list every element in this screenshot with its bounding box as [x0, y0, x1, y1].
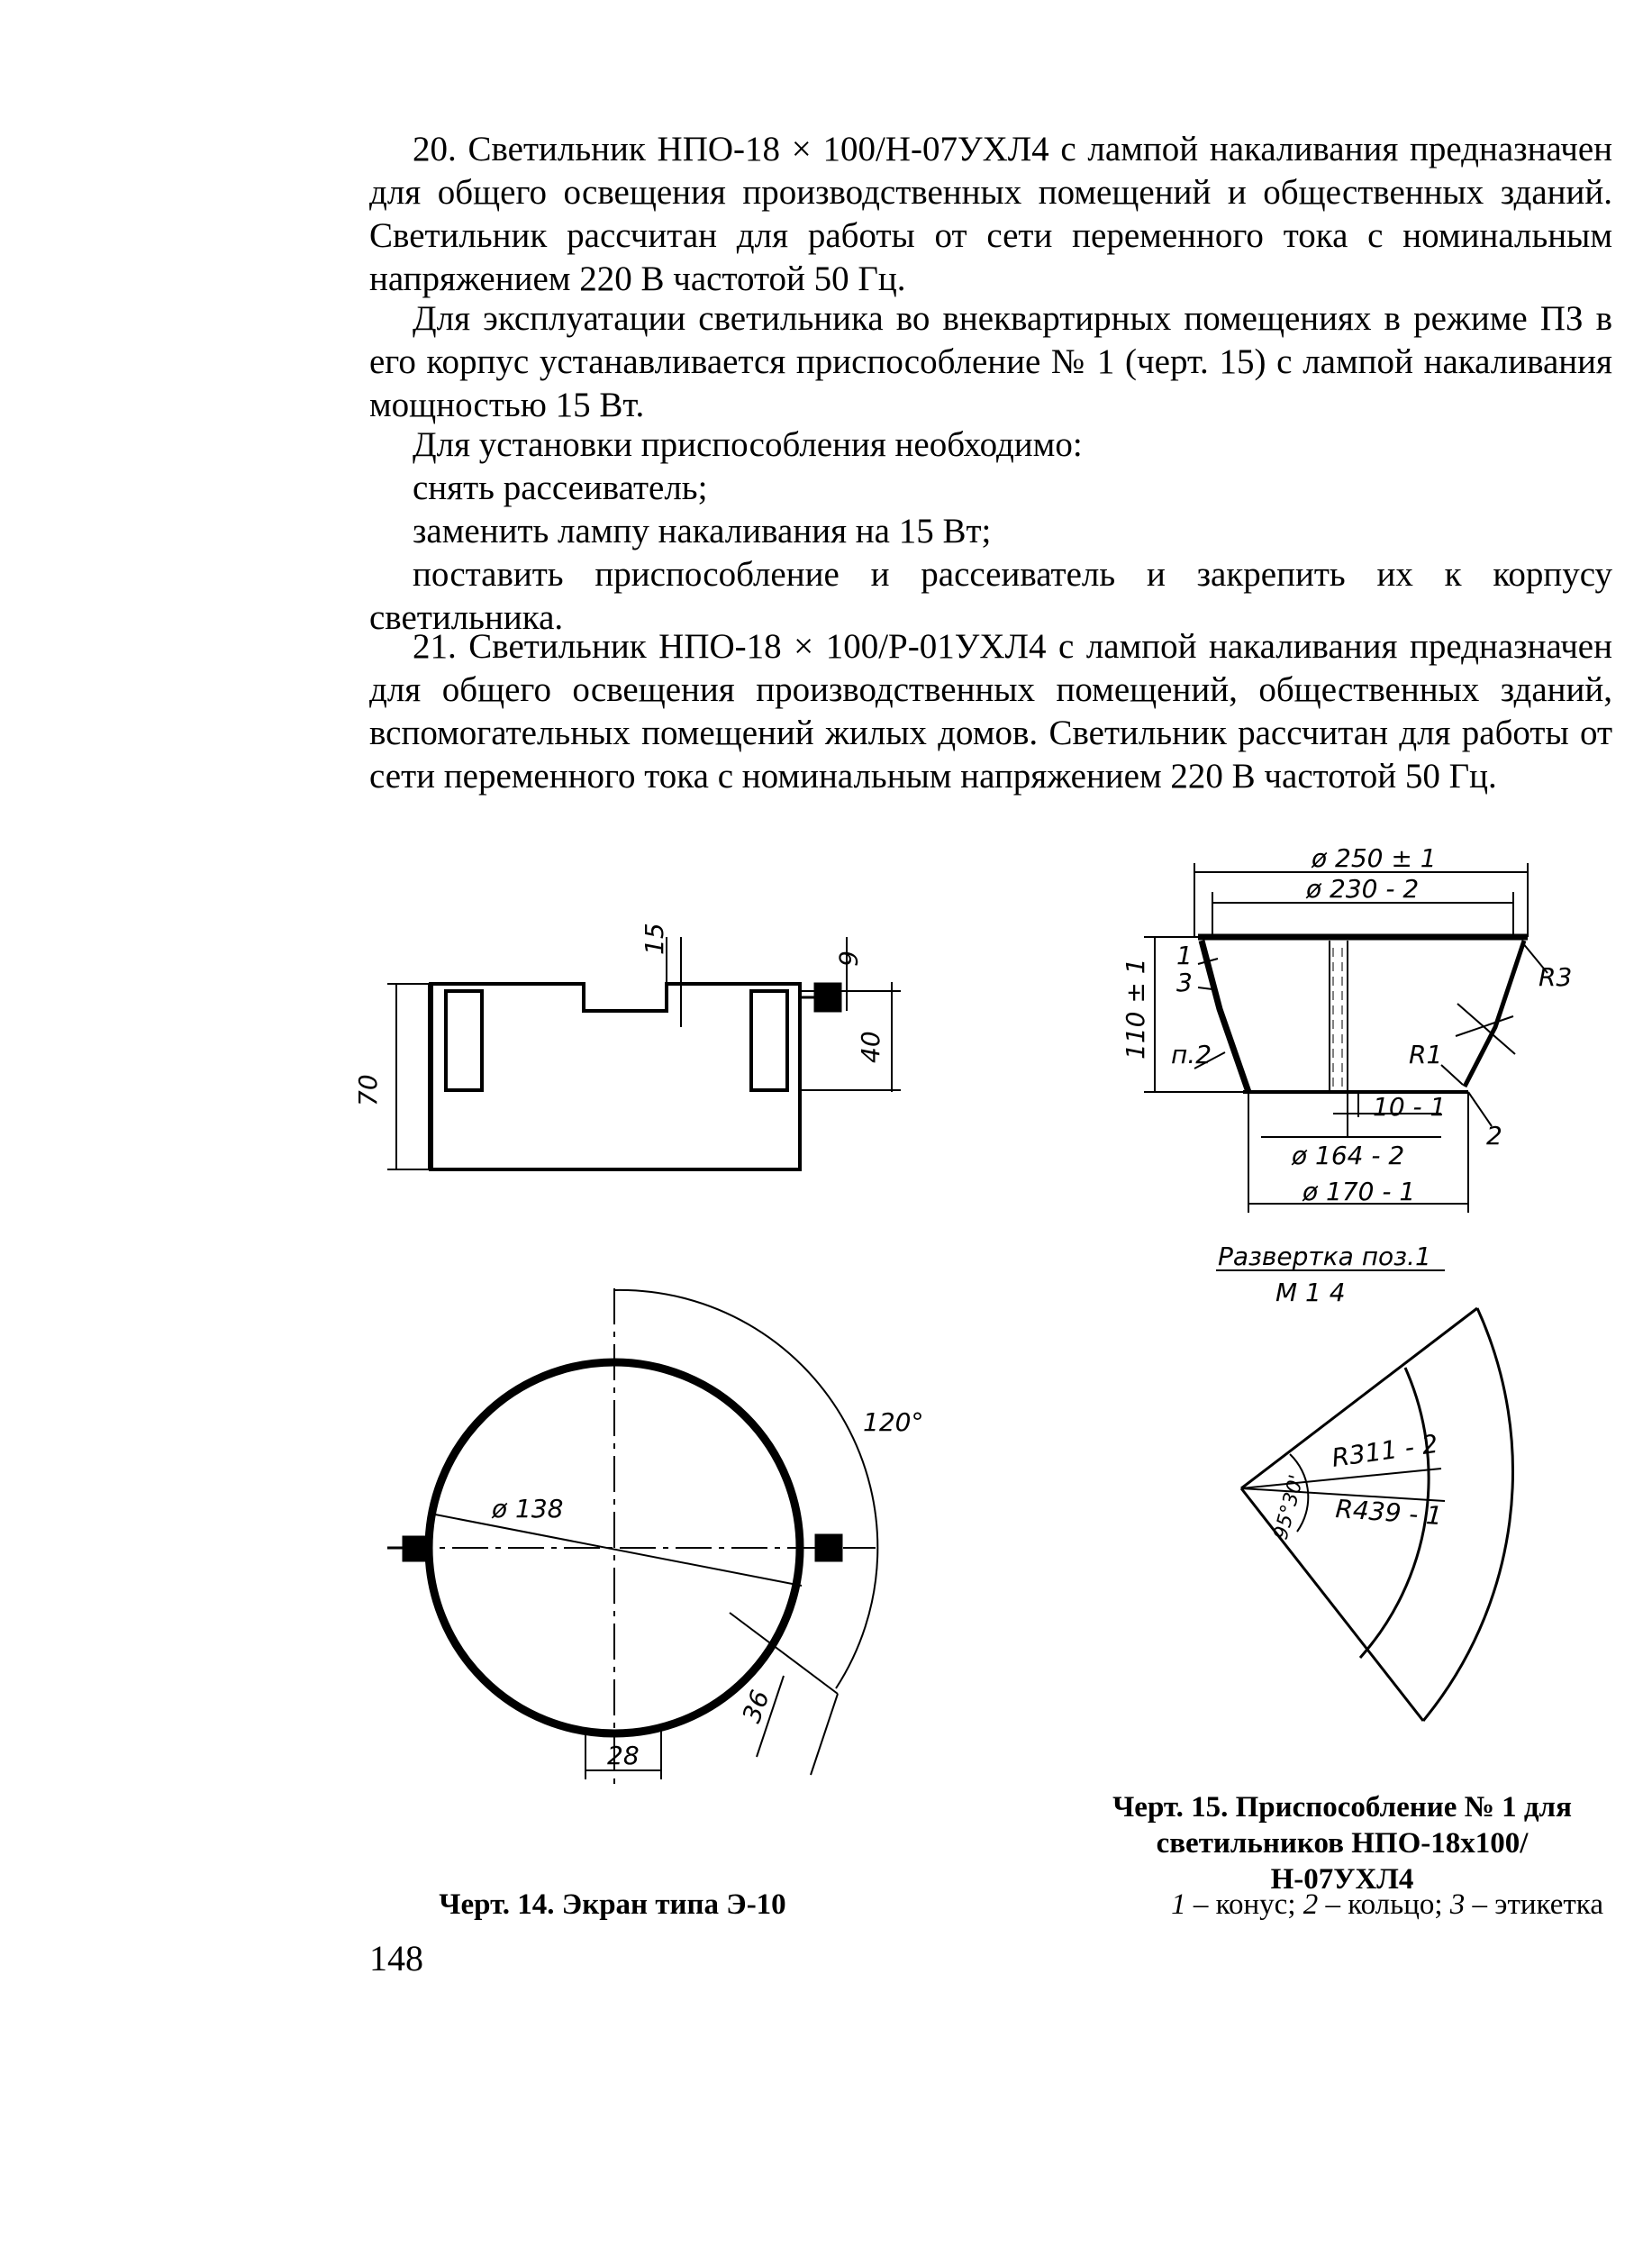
paragraph-install-intro: Для установки приспособления необходимо:	[413, 425, 1083, 464]
install-step-1: снять рассеиватель;	[413, 468, 708, 507]
fig14-dim-6: 6	[833, 951, 863, 967]
fig15-dim-r3: R3	[1539, 962, 1573, 992]
fig15-dim-dia170: ø 170 - 1	[1303, 1177, 1416, 1206]
legend-text-3: – этикетка	[1465, 1888, 1603, 1921]
legend-text-2: – кольцо;	[1318, 1888, 1450, 1921]
fig14-dim-dia138: ø 138	[492, 1494, 564, 1524]
fig15-development-title: Развертка поз.1	[1218, 1242, 1431, 1271]
legend-num-2: 2	[1303, 1888, 1319, 1921]
fig15-dim-110: 110 ± 1	[1121, 958, 1150, 1060]
fig14-dim-120deg: 120°	[863, 1407, 924, 1437]
page-number: 148	[369, 1938, 423, 1979]
legend-text-1: – конус;	[1185, 1888, 1303, 1921]
fig15-label-1: 1	[1176, 941, 1193, 970]
fig15-dim-dia164: ø 164 - 2	[1292, 1141, 1405, 1170]
legend-num-1: 1	[1171, 1888, 1186, 1921]
fig15-dim-angle: 95°30'	[1269, 1472, 1309, 1542]
fig15-dim-r311: R311 - 2	[1330, 1428, 1440, 1473]
paragraph-pz-mode: Для эксплуатации светильника во внеквартирных помещениях в режиме ПЗ в его корпус устанавливается приспособление № 1 (черт. 15) с лампой накаливания мощностью 15 Вт.	[369, 299, 1612, 424]
paragraph-20: 20. Светильник НПО-18 × 100/Н-07УХЛ4 с лампой накаливания предназначен для общего освещения производственных помещений и общественных зданий. Светильник рассчитан для работы от сети переменного тока с номинальным напряжением 220 В частотой 50 Гц.	[369, 130, 1612, 298]
fig14-dim-40: 40	[856, 1031, 885, 1063]
fig15-legend	[1081, 1887, 1603, 1923]
fig14-caption: Черт. 14. Экран типа Э-10	[439, 1888, 786, 1921]
legend-num-3: 3	[1449, 1888, 1466, 1921]
fig15-dim-dia230: ø 230 - 2	[1306, 874, 1420, 904]
fig15-label-p2: п.2	[1171, 1040, 1212, 1069]
fig14-dim-70: 70	[353, 1074, 383, 1106]
install-step-3: поставить приспособление и рассеиватель и закрепить их к корпусу светильника.	[369, 555, 1612, 637]
fig14-dim-28: 28	[607, 1741, 640, 1770]
fig15-dim-r439: R439 - 1	[1334, 1494, 1444, 1532]
paragraph-21: 21. Светильник НПО-18 × 100/Р-01УХЛ4 с лампой накаливания предназначен для общего освещения производственных помещений, общественных зданий, вспомогательных помещений жилых домов. Светильник рассчитан для работы от сети переменного тока с номинальным напряжением 220 В частотой 50 Гц.	[369, 627, 1612, 796]
fig15-development-scale: М 1 4	[1275, 1278, 1346, 1307]
fig14-dim-15: 15	[640, 923, 669, 955]
fig15-dim-r1: R1	[1409, 1040, 1443, 1069]
fig15-dim-10: 10 - 1	[1373, 1092, 1447, 1122]
fig15-label-3: 3	[1176, 968, 1193, 997]
fig14-dim-36: 36	[736, 1686, 776, 1727]
fig15-dim-dia250: ø 250 ± 1	[1312, 843, 1437, 873]
install-step-2: заменить лампу накаливания на 15 Вт;	[413, 512, 992, 550]
fig15-label-2: 2	[1486, 1121, 1502, 1151]
fig14-plan-view	[387, 1288, 877, 1788]
fig15-caption: Черт. 15. Приспособление № 1 для светильников НПО-18x100/Н-07УХЛ4	[1112, 1791, 1572, 1896]
fig14-side-view	[387, 937, 901, 1169]
